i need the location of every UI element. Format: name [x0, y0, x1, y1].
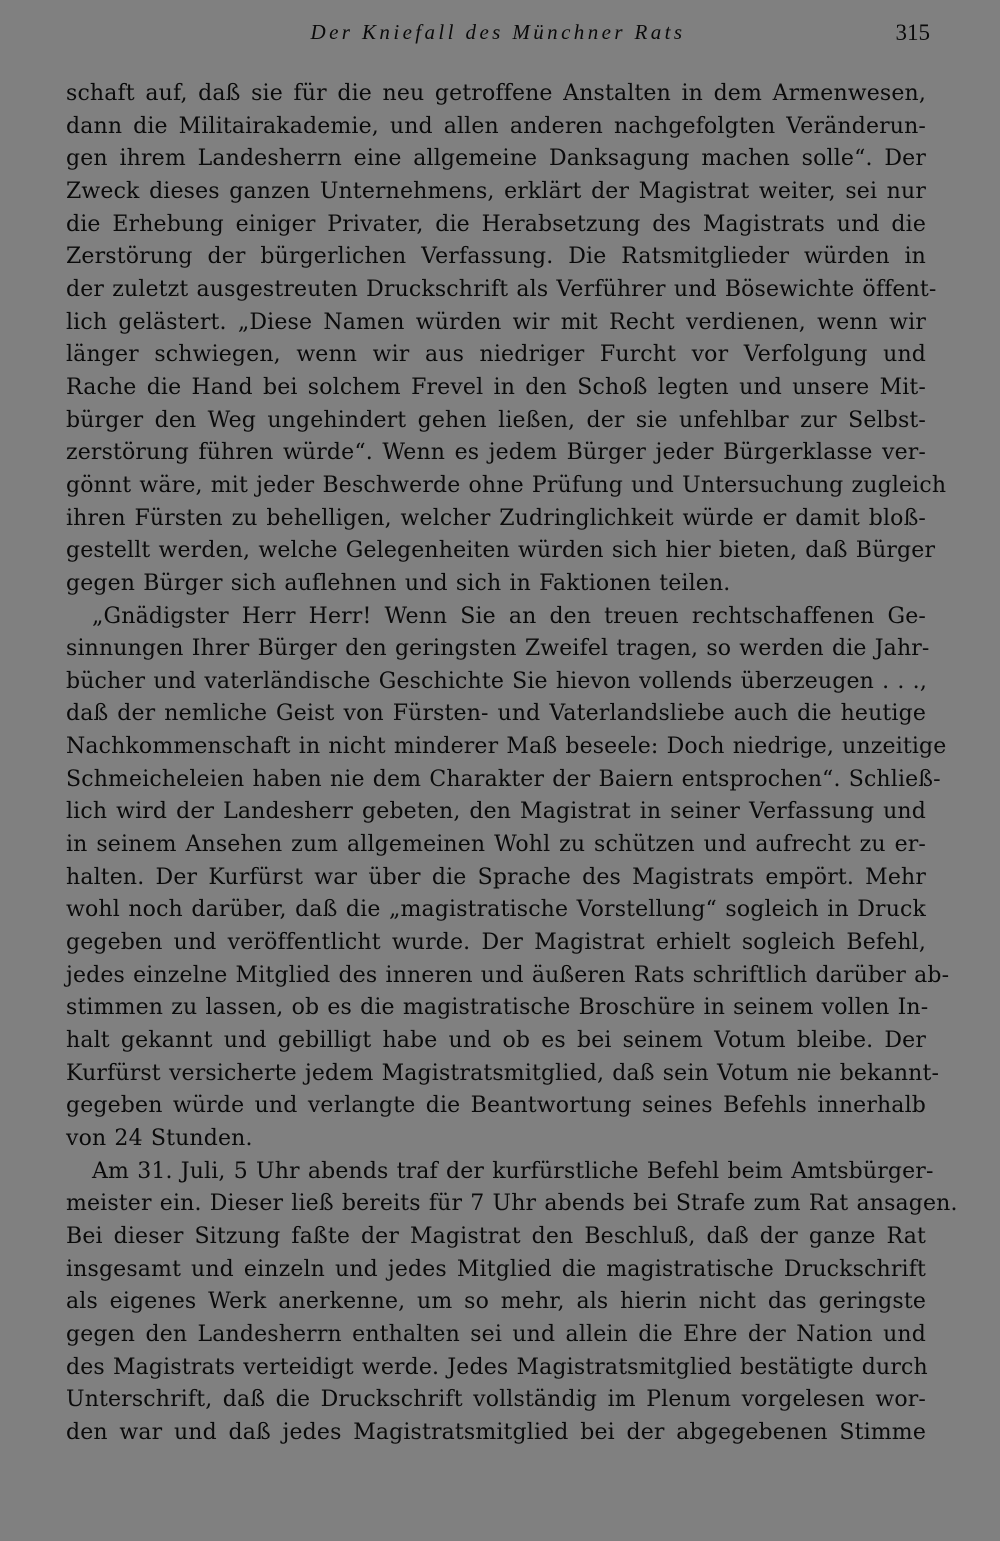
text-line: gen ihrem Landesherrn eine allgemeine Danksagung machen solle“. Der [66, 146, 926, 172]
text-line: insgesamt und einzeln und jedes Mitglied die magistratische Druckschrift [66, 1256, 926, 1282]
text-line: dann die Militairakademie, und allen anderen nachgefolgten Veränderun- [66, 113, 926, 139]
text-line: halten. Der Kurfürst war über die Sprache des Magistrats empört. Mehr [66, 864, 926, 890]
page-number: 315 [895, 20, 930, 45]
text-line: schaft auf, daß sie für die neu getroffene Anstalten in dem Armenwesen, [66, 81, 926, 106]
paragraph [66, 1156, 958, 1450]
text-line: lich wird der Landesherr gebeten, den Magistrat in seiner Verfassung und [66, 799, 926, 825]
text-line: länger schwiegen, wenn wir aus niedriger Furcht vor Verfolgung und [66, 342, 926, 368]
text-line: stimmen zu lassen, ob es die magistratische Broschüre in seinem vollen In- [66, 995, 929, 1021]
text-line: Kurfürst versicherte jedem Magistratsmitglied, daß sein Votum nie bekannt- [66, 1060, 940, 1086]
text-line: gestellt werden, welche Gelegenheiten würden sich hier bieten, daß Bürger [66, 538, 936, 564]
text-line: gönnt wäre, mit jeder Beschwerde ohne Prüfung und Untersuchung zugleich [66, 472, 947, 498]
running-title: Der Kniefall des Münchner Rats [310, 20, 686, 44]
text-line: Am 31. Juli, 5 Uhr abends traf der kurfürstliche Befehl beim Amtsbürger- [92, 1158, 934, 1184]
text-line: Zweck dieses ganzen Unternehmens, erklärt der Magistrat weiter, sei nur [66, 178, 926, 204]
text-line: Rache die Hand bei solchem Frevel in den Schoß legten und unsere Mit- [66, 374, 926, 400]
text-line: halt gekannt und gebilligt habe und ob es bei seinem Votum bleibe. Der [66, 1028, 926, 1054]
body-text [66, 78, 958, 1450]
text-line: von 24 Stunden. [66, 1126, 253, 1151]
text-line: bürger den Weg ungehindert gehen ließen, der sie unfehlbar zur Selbst- [66, 407, 926, 433]
text-line: „Gnädigster Herr Herr! Wenn Sie an den treuen rechtschaffenen Ge- [92, 603, 926, 629]
paragraph [66, 78, 947, 601]
text-line: gegen den Landesherrn enthalten sei und allein die Ehre der Nation und [66, 1321, 926, 1347]
text-line: der zuletzt ausgestreuten Druckschrift als Verführer und Bösewichte öffent- [66, 276, 937, 302]
text-line: gegeben und veröffentlicht wurde. Der Magistrat erhielt sogleich Befehl, [66, 930, 926, 956]
text-line: wohl noch darüber, daß die „magistratische Vorstellung“ sogleich in Druck [66, 897, 926, 923]
text-line: Schmeicheleien haben nie dem Charakter der Baiern entsprochen“. Schließ- [66, 766, 941, 792]
text-line: sinnungen Ihrer Bürger den geringsten Zweifel tragen, so werden die Jahr- [66, 636, 930, 662]
text-line: meister ein. Dieser ließ bereits für 7 Uhr abends bei Strafe zum Rat ansagen. [66, 1191, 958, 1217]
text-line: lich gelästert. „Diese Namen würden wir mit Recht verdienen, wenn wir [66, 309, 926, 335]
text-line: Unterschrift, daß die Druckschrift vollständig im Plenum vorgelesen wor- [66, 1387, 926, 1413]
text-line: Nachkommenschaft in nicht minderer Maß beseele: Doch niedrige, unzeitige [66, 734, 947, 760]
text-line: die Erhebung einiger Privater, die Herabsetzung des Magistrats und die [66, 211, 926, 237]
text-line: jedes einzelne Mitglied des inneren und äußeren Rats schriftlich darüber ab- [66, 962, 950, 988]
paragraph [66, 601, 950, 1156]
running-head [66, 16, 930, 50]
text-line: in seinem Ansehen zum allgemeinen Wohl zu schützen und aufrecht zu er- [66, 832, 926, 858]
text-line: des Magistrats verteidigt werde. Jedes Magistratsmitglied bestätigte durch [66, 1354, 928, 1380]
text-line: ihren Fürsten zu behelligen, welcher Zudringlichkeit würde er damit bloß- [66, 505, 926, 531]
text-line: bücher und vaterländische Geschichte Sie hievon vollends überzeugen . . ., [66, 668, 927, 694]
text-line: daß der nemliche Geist von Fürsten- und Vaterlandsliebe auch die heutige [66, 701, 926, 727]
text-line: gegeben würde und verlangte die Beantwortung seines Befehls innerhalb [66, 1093, 926, 1119]
text-line: gegen Bürger sich auflehnen und sich in Faktionen teilen. [66, 570, 731, 596]
text-line: als eigenes Werk anerkenne, um so mehr, als hierin nicht das geringste [66, 1289, 926, 1315]
text-line: Zerstörung der bürgerlichen Verfassung. Die Ratsmitglieder würden in [66, 244, 926, 270]
text-line: Bei dieser Sitzung faßte der Magistrat den Beschluß, daß der ganze Rat [66, 1223, 926, 1249]
text-line: den war und daß jedes Magistratsmitglied bei der abgegebenen Stimme [66, 1419, 926, 1445]
text-line: zerstörung führen würde“. Wenn es jedem Bürger jeder Bürgerklasse ver- [66, 440, 926, 466]
